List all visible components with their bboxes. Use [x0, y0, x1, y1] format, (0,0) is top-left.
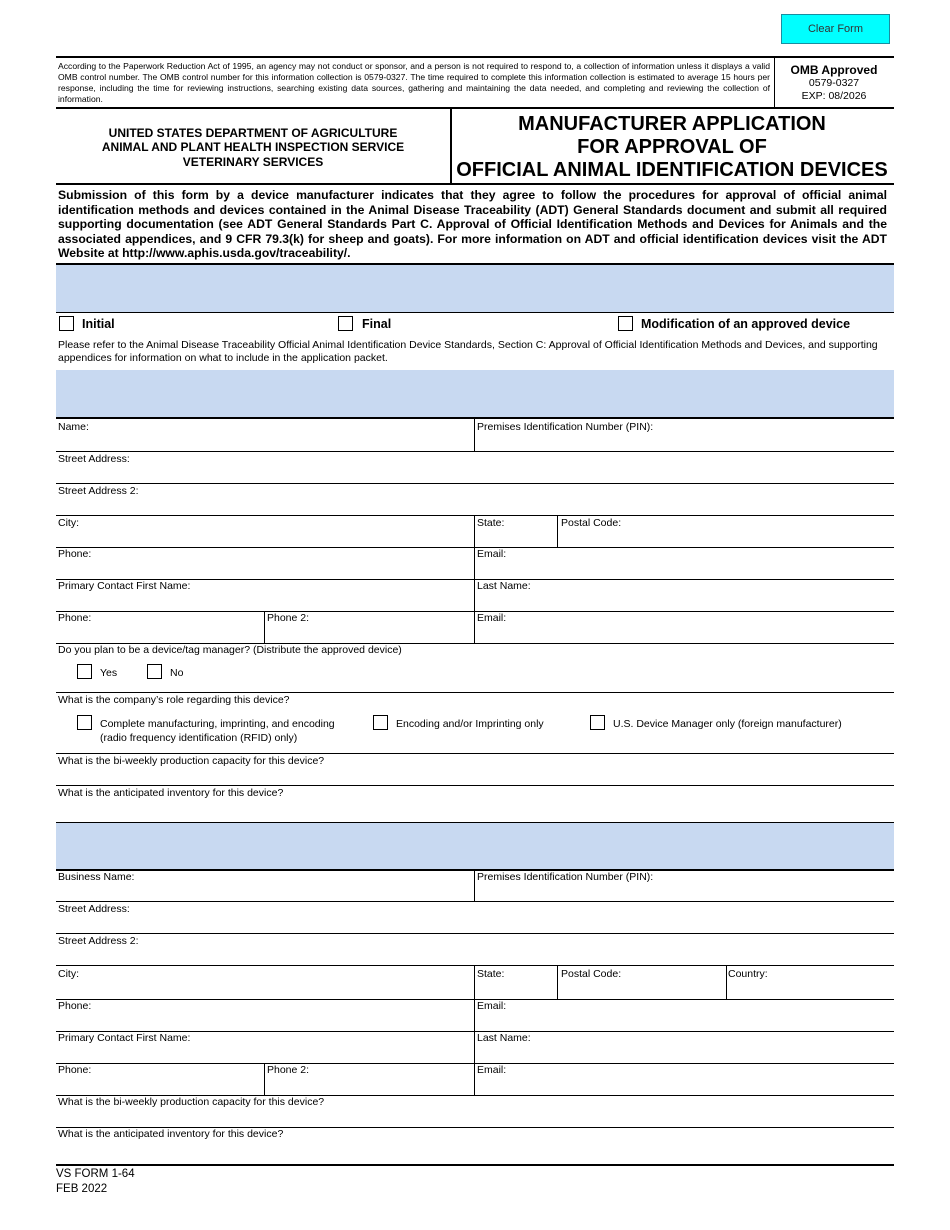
top-rule	[56, 56, 894, 58]
paperwork-notice: According to the Paperwork Reduction Act of 1995, an agency may not conduct or sponsor, and a person is not required to respond to, a collection of information unless it displays a valid OMB control number. The OMB control number for this information collection is 0579-0327. The time required to complete this information collection is estimated to average 15 hours per response, including the time for reviewing instructions, searching existing data sources, gathering and maintaining the data needed, and completing and reviewing the collection of information.	[58, 61, 770, 104]
band-rule	[56, 312, 894, 313]
business-last-name-field[interactable]	[475, 1032, 894, 1063]
section-band-business	[56, 823, 894, 869]
title-rule	[56, 183, 894, 185]
form-title-line-1: MANUFACTURER APPLICATION	[518, 113, 826, 135]
intro-text: Submission of this form by a device manufacturer indicates that they agree to follow the procedures for approval of official animal identification methods and devices contained in the Animal Disease Traceability (ADT) General Standards document and submit all required supporting documentation (see ADT General Standards Part C. Approval of Official Identification Methods and Devices for Animals and the associated appendices, and 9 CFR 79.3(k) for sheep and goats). For more information on ADT and official identification devices visit the ADT Website at http://www.aphis.usda.gov/traceability/.	[58, 188, 887, 260]
business-name-label: Business Name:	[58, 871, 135, 883]
business-capacity-label: What is the bi-weekly production capacity for this device?	[58, 1096, 325, 1108]
form-number: VS FORM 1-64	[56, 1168, 135, 1180]
manufacturer-name-field[interactable]	[56, 419, 474, 451]
initial-label: Initial	[82, 317, 115, 331]
business-state-label: State:	[477, 968, 505, 980]
final-checkbox[interactable]	[338, 316, 353, 331]
manufacturer-street-label: Street Address:	[58, 453, 130, 465]
manufacturer-last-name-field[interactable]	[475, 580, 894, 611]
role-question: What is the company’s role regarding this device?	[58, 694, 290, 706]
manufacturer-contact-email-label: Email:	[477, 612, 507, 624]
manufacturer-street-field[interactable]	[56, 452, 894, 483]
manufacturer-capacity-label: What is the bi-weekly production capacity for this device?	[58, 755, 325, 767]
omb-expiration: EXP: 08/2026	[801, 90, 867, 102]
business-last-name-label: Last Name:	[477, 1032, 531, 1044]
manufacturer-contact-email-field[interactable]	[475, 612, 894, 643]
manufacturer-phone-label: Phone:	[58, 548, 92, 560]
role-manager-label: U.S. Device Manager only (foreign manufacturer)	[613, 718, 842, 730]
manufacturer-pin-label: Premises Identification Number (PIN):	[477, 421, 654, 433]
business-street-field[interactable]	[56, 902, 894, 933]
form-title-line-2: FOR APPROVAL OF	[577, 136, 767, 158]
manufacturer-last-name-label: Last Name:	[477, 580, 531, 592]
business-contact-email-label: Email:	[477, 1064, 507, 1076]
manufacturer-city-label: City:	[58, 517, 79, 529]
business-contact-phone-label: Phone:	[58, 1064, 92, 1076]
form-title-line-3: OFFICIAL ANIMAL IDENTIFICATION DEVICES	[456, 159, 888, 181]
role-manager-checkbox[interactable]	[590, 715, 605, 730]
manufacturer-city-field[interactable]	[56, 516, 474, 547]
clear-form-button[interactable]: Clear Form	[781, 14, 890, 44]
manager-no-checkbox[interactable]	[147, 664, 162, 679]
business-street2-field[interactable]	[56, 934, 894, 965]
grid-divider	[474, 419, 475, 451]
manufacturer-name-label: Name:	[58, 421, 89, 433]
omb-number: 0579-0327	[808, 77, 860, 89]
business-city-field[interactable]	[56, 966, 474, 999]
agency-line-3: VETERINARY SERVICES	[182, 155, 324, 169]
business-street2-label: Street Address 2:	[58, 935, 139, 947]
application-packet-note: Please refer to the Animal Disease Traceability Official Animal Identification Device Standards, Section C: Approval of Official Identification Methods and Devices, and supporting appendices for information on what to include in the application packet.	[58, 339, 878, 364]
section-band-manufacturer	[56, 370, 894, 417]
final-label: Final	[362, 317, 392, 331]
manufacturer-inventory-label: What is the anticipated inventory for this device?	[58, 787, 284, 799]
business-contact-phone2-label: Phone 2:	[267, 1064, 310, 1076]
manufacturer-email-label: Email:	[477, 548, 507, 560]
business-phone-label: Phone:	[58, 1000, 92, 1012]
manufacturer-contact-first-label: Primary Contact First Name:	[58, 580, 191, 592]
business-city-label: City:	[58, 968, 79, 980]
business-phone-field[interactable]	[56, 1000, 474, 1031]
manager-no-label: No	[170, 667, 184, 679]
modification-label: Modification of an approved device	[641, 317, 851, 331]
business-contact-first-label: Primary Contact First Name:	[58, 1032, 191, 1044]
role-encoding-checkbox[interactable]	[373, 715, 388, 730]
manager-yes-label: Yes	[100, 667, 118, 679]
omb-approved: OMB Approved	[790, 63, 878, 77]
manufacturer-state-label: State:	[477, 517, 505, 529]
business-inventory-label: What is the anticipated inventory for this device?	[58, 1128, 284, 1140]
form-date: FEB 2022	[56, 1183, 108, 1195]
modification-checkbox[interactable]	[618, 316, 633, 331]
manager-question: Do you plan to be a device/tag manager? (Distribute the approved device)	[58, 644, 402, 656]
manufacturer-contact-phone-label: Phone:	[58, 612, 92, 624]
role-complete-label: Complete manufacturing, imprinting, and encoding (radio frequency identification (RFID) only)	[100, 718, 335, 744]
agency-line-2: ANIMAL AND PLANT HEALTH INSPECTION SERVICE	[101, 140, 405, 154]
manufacturer-street2-label: Street Address 2:	[58, 485, 139, 497]
manufacturer-email-field[interactable]	[475, 548, 894, 579]
manager-yes-checkbox[interactable]	[77, 664, 92, 679]
business-country-label: Country:	[728, 968, 768, 980]
manufacturer-street2-field[interactable]	[56, 484, 894, 515]
agency-line-1: UNITED STATES DEPARTMENT OF AGRICULTURE	[108, 126, 398, 140]
section-band-application-type	[56, 265, 894, 312]
business-email-label: Email:	[477, 1000, 507, 1012]
manufacturer-phone-field[interactable]	[56, 548, 474, 579]
business-contact-email-field[interactable]	[475, 1064, 894, 1095]
initial-checkbox[interactable]	[59, 316, 74, 331]
business-pin-label: Premises Identification Number (PIN):	[477, 871, 654, 883]
business-email-field[interactable]	[475, 1000, 894, 1031]
manufacturer-postal-label: Postal Code:	[561, 517, 622, 529]
role-complete-checkbox[interactable]	[77, 715, 92, 730]
role-encoding-label: Encoding and/or Imprinting only	[396, 718, 544, 730]
grid-rule	[56, 692, 894, 693]
business-street-label: Street Address:	[58, 903, 130, 915]
business-postal-label: Postal Code:	[561, 968, 622, 980]
bottom-rule	[56, 1164, 894, 1166]
manufacturer-contact-phone2-label: Phone 2:	[267, 612, 310, 624]
header-rule	[56, 107, 894, 109]
omb-divider	[774, 58, 775, 107]
